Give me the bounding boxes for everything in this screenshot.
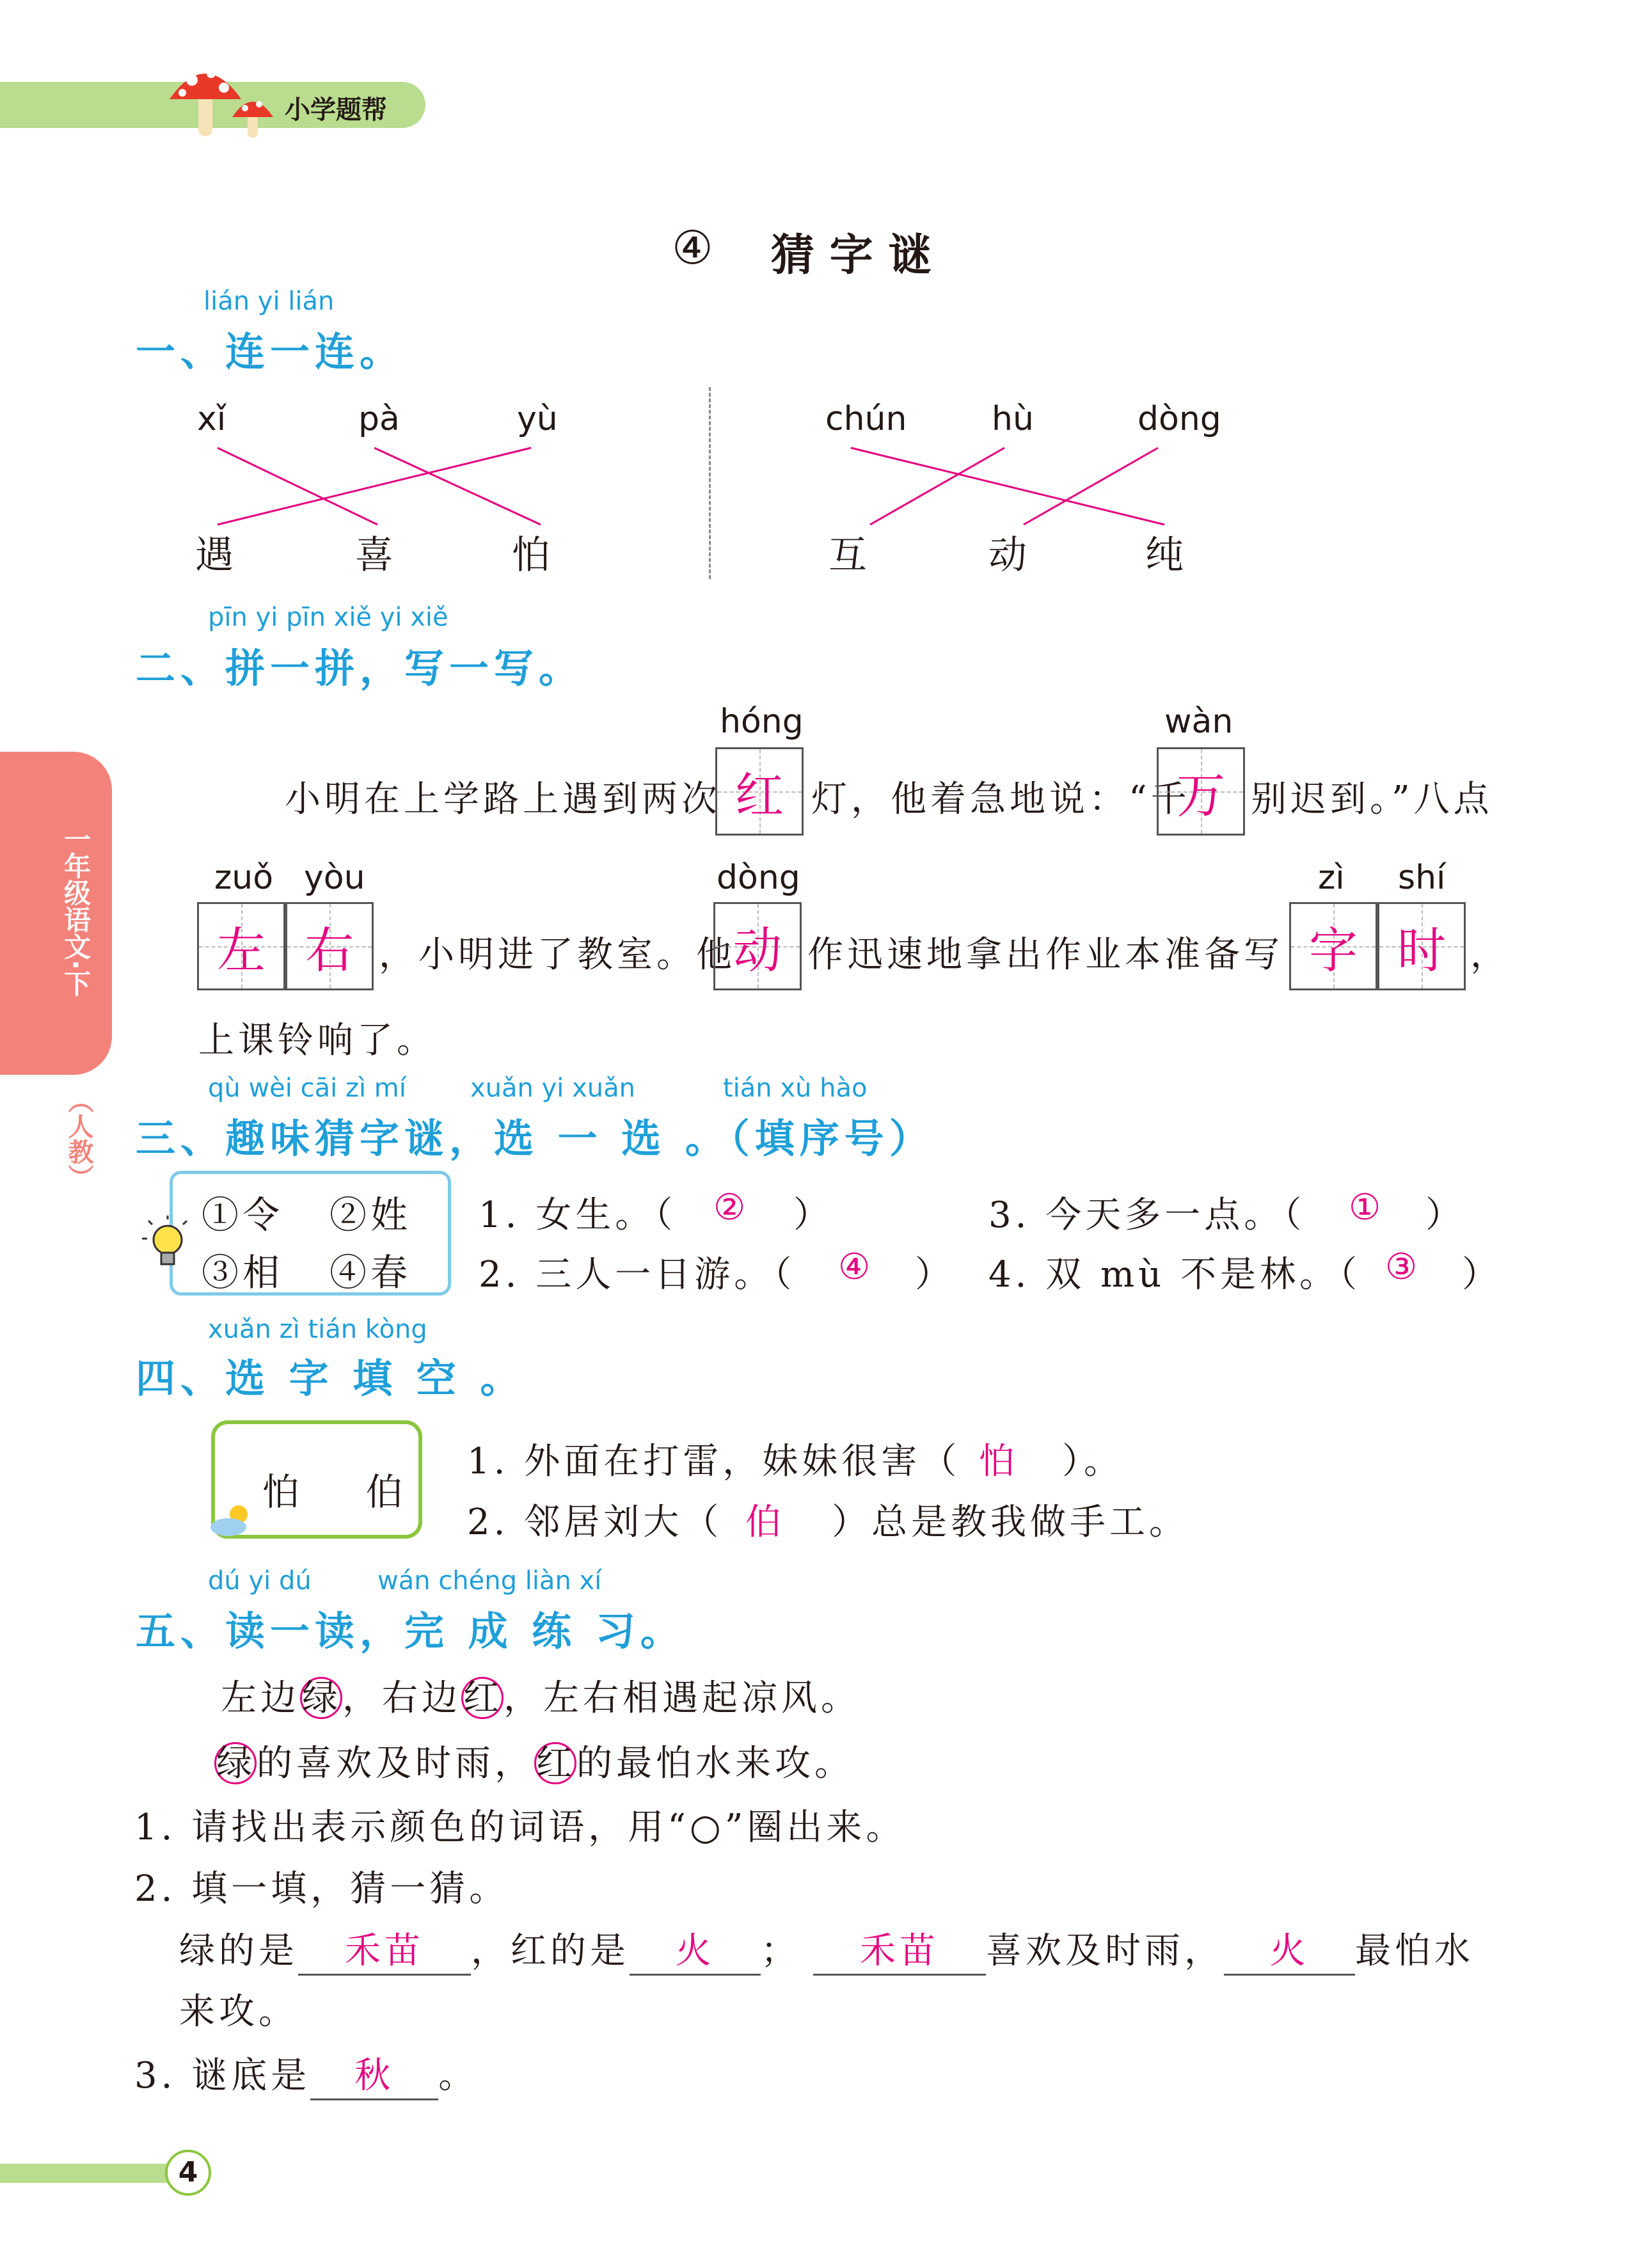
s2-pinyin: pīn yi pīn xiě yi xiě: [208, 603, 448, 632]
s3-a4: ③: [1385, 1246, 1422, 1288]
s2-answer-box-wan: 万: [1157, 747, 1245, 836]
sun-cloud-icon: [208, 1500, 259, 1539]
answer-blank: 火: [630, 1923, 761, 1976]
s1-left-pinyin-3: yù: [517, 400, 558, 438]
side-tab-edition: （人教）: [64, 1088, 93, 1190]
s2-py-you: yòu: [304, 859, 365, 897]
s3-pinyin-a: qù wèi cāi zì mí: [208, 1074, 406, 1103]
s3-q3: 3. 今天多一点。（: [988, 1194, 1306, 1236]
s2-line1-b: 灯，他着急地说：“千: [811, 779, 1191, 820]
circled-word: 红: [534, 1742, 576, 1784]
s2-line2-b: ，小明进了教室。他: [379, 934, 736, 976]
s3-option-4: ④春: [329, 1251, 412, 1294]
s3-option-3: ③相: [202, 1251, 284, 1294]
s3-q1-close: ）: [793, 1194, 833, 1236]
s2-answer-box-you: 右: [285, 902, 374, 990]
s5-pinyin-b: wán chéng liàn xí: [377, 1566, 602, 1596]
s1-right-char-2: 动: [988, 533, 1031, 578]
s4-q1-b: ）。: [1062, 1441, 1123, 1482]
s1-right-pinyin-3: dòng: [1138, 400, 1221, 438]
page-number: 4: [165, 2150, 211, 2196]
s1-left-char-1: 遇: [195, 533, 237, 578]
s3-option-2: ②姓: [329, 1193, 412, 1237]
s1-heading: 一、连一连。: [136, 328, 405, 375]
s3-q2: 2. 三人一日游。（: [479, 1254, 796, 1296]
side-tab-grade: 一年级语文·下: [60, 825, 91, 997]
match-line: [851, 448, 1164, 525]
s1-left-pinyin-2: pà: [358, 400, 400, 438]
brand-label: 小学题帮: [285, 95, 387, 125]
s2-answer-box-dong: 动: [713, 902, 802, 990]
s3-a1: ②: [713, 1187, 750, 1228]
s4-q2-b: ）总是教我做手工。: [832, 1502, 1189, 1543]
answer-blank: 禾苗: [298, 1923, 471, 1976]
s5-pinyin-a: dú yi dú: [208, 1566, 312, 1596]
s3-a2: ④: [838, 1246, 875, 1288]
match-line: [1024, 448, 1158, 525]
page-title: 猜 字 谜: [771, 230, 932, 281]
lightbulb-icon: [139, 1216, 191, 1273]
s5-heading: 五、读一读，完 成 练 习。: [136, 1608, 685, 1654]
s4-a1: 怕: [979, 1441, 1019, 1482]
s1-left-char-3: 怕: [512, 533, 554, 578]
s2-answer-box-zi: 字: [1289, 902, 1377, 990]
s3-pinyin-b: xuǎn yi xuǎn: [470, 1074, 635, 1103]
s1-match-lines: [0, 0, 1634, 640]
s2-py-dong: dòng: [717, 859, 800, 897]
s2-line2-d: ，: [1470, 934, 1510, 976]
s2-answer-box-zuo: 左: [197, 902, 285, 990]
lesson-number: ④: [672, 221, 713, 274]
s4-a2: 伯: [745, 1502, 785, 1543]
s2-py-zi: zì: [1318, 859, 1345, 897]
s1-left-pinyin-1: xǐ: [197, 400, 226, 438]
s3-pinyin-c: tián xù hào: [723, 1074, 868, 1103]
s3-q4-close: ）: [1462, 1254, 1502, 1296]
s1-right-char-3: 纯: [1145, 533, 1187, 578]
s2-line2-c: 作迅速地拿出作业本准备写: [807, 934, 1283, 976]
answer-blank: 秋: [310, 2047, 438, 2100]
s2-py-zuo: zuǒ: [214, 859, 274, 897]
s3-heading: 三、趣味猜字谜，选 一 选 。（填序号）: [136, 1115, 934, 1162]
s3-a3: ①: [1349, 1187, 1385, 1228]
answer-blank: 火: [1224, 1923, 1355, 1976]
s1-left-char-2: 喜: [355, 533, 397, 578]
s2-line3: 上课铃响了。: [198, 1020, 436, 1061]
s1-right-pinyin-2: hù: [992, 400, 1034, 438]
match-line: [218, 448, 377, 525]
s5-q2-line-1: 绿的是 禾苗 ，红的是 火 ； 禾苗 喜欢及时雨， 火 最怕水: [179, 1923, 1474, 1976]
s3-option-1: ①令: [202, 1193, 284, 1237]
s2-py-wan: wàn: [1164, 702, 1233, 741]
s4-pinyin: xuǎn zì tián kòng: [208, 1315, 427, 1344]
s1-pinyin: lián yi lián: [203, 287, 335, 316]
circled-word: 绿: [300, 1677, 342, 1719]
s5-poem-line-2: 绿的喜欢及时雨，红的最怕水来攻。: [214, 1735, 854, 1786]
s5-q2: 2. 填一填，猜一猜。: [134, 1868, 509, 1910]
s5-q2-line-2: 来攻。: [179, 1991, 298, 2033]
match-line: [870, 448, 1004, 525]
s2-line1-a: 小明在上学路上遇到两次: [285, 779, 721, 820]
s5-poem-line-1: 左边绿，右边红，左右相遇起凉风。: [221, 1677, 861, 1719]
s2-heading: 二、拼一拼，写一写。: [136, 645, 584, 692]
s2-answer-box-hong: 红: [715, 747, 804, 836]
s4-word-box-text: 怕 伯: [262, 1470, 407, 1514]
circled-word: 绿: [214, 1742, 257, 1784]
s2-py-hong: hóng: [720, 702, 804, 741]
s4-q2-a: 2. 邻居刘大（: [467, 1502, 723, 1543]
s2-py-shi: shí: [1398, 859, 1446, 897]
s4-q1-a: 1. 外面在打雷，妹妹很害（: [467, 1441, 961, 1482]
s2-line1-c: 别迟到。”八点: [1251, 779, 1493, 820]
s3-q4: 4. 双 mù 不是林。（: [988, 1254, 1361, 1296]
s3-q2-close: ）: [915, 1254, 955, 1296]
match-line: [218, 448, 531, 525]
footer-bar: [0, 2164, 173, 2183]
match-line: [374, 448, 541, 525]
answer-blank: 禾苗: [813, 1923, 986, 1976]
s3-q1: 1. 女生。（: [479, 1194, 677, 1236]
s5-q3: 3. 谜底是 秋 。: [134, 2047, 478, 2100]
s5-q1: 1. 请找出表示颜色的词语，用“○”圈出来。: [134, 1807, 906, 1848]
circled-word: 红: [461, 1677, 504, 1719]
s1-right-char-1: 互: [829, 533, 871, 578]
s1-right-pinyin-1: chún: [825, 400, 907, 438]
s4-heading: 四、选 字 填 空 。: [136, 1355, 525, 1402]
s3-q3-close: ）: [1425, 1194, 1465, 1236]
s2-answer-box-shi: 时: [1377, 902, 1466, 990]
